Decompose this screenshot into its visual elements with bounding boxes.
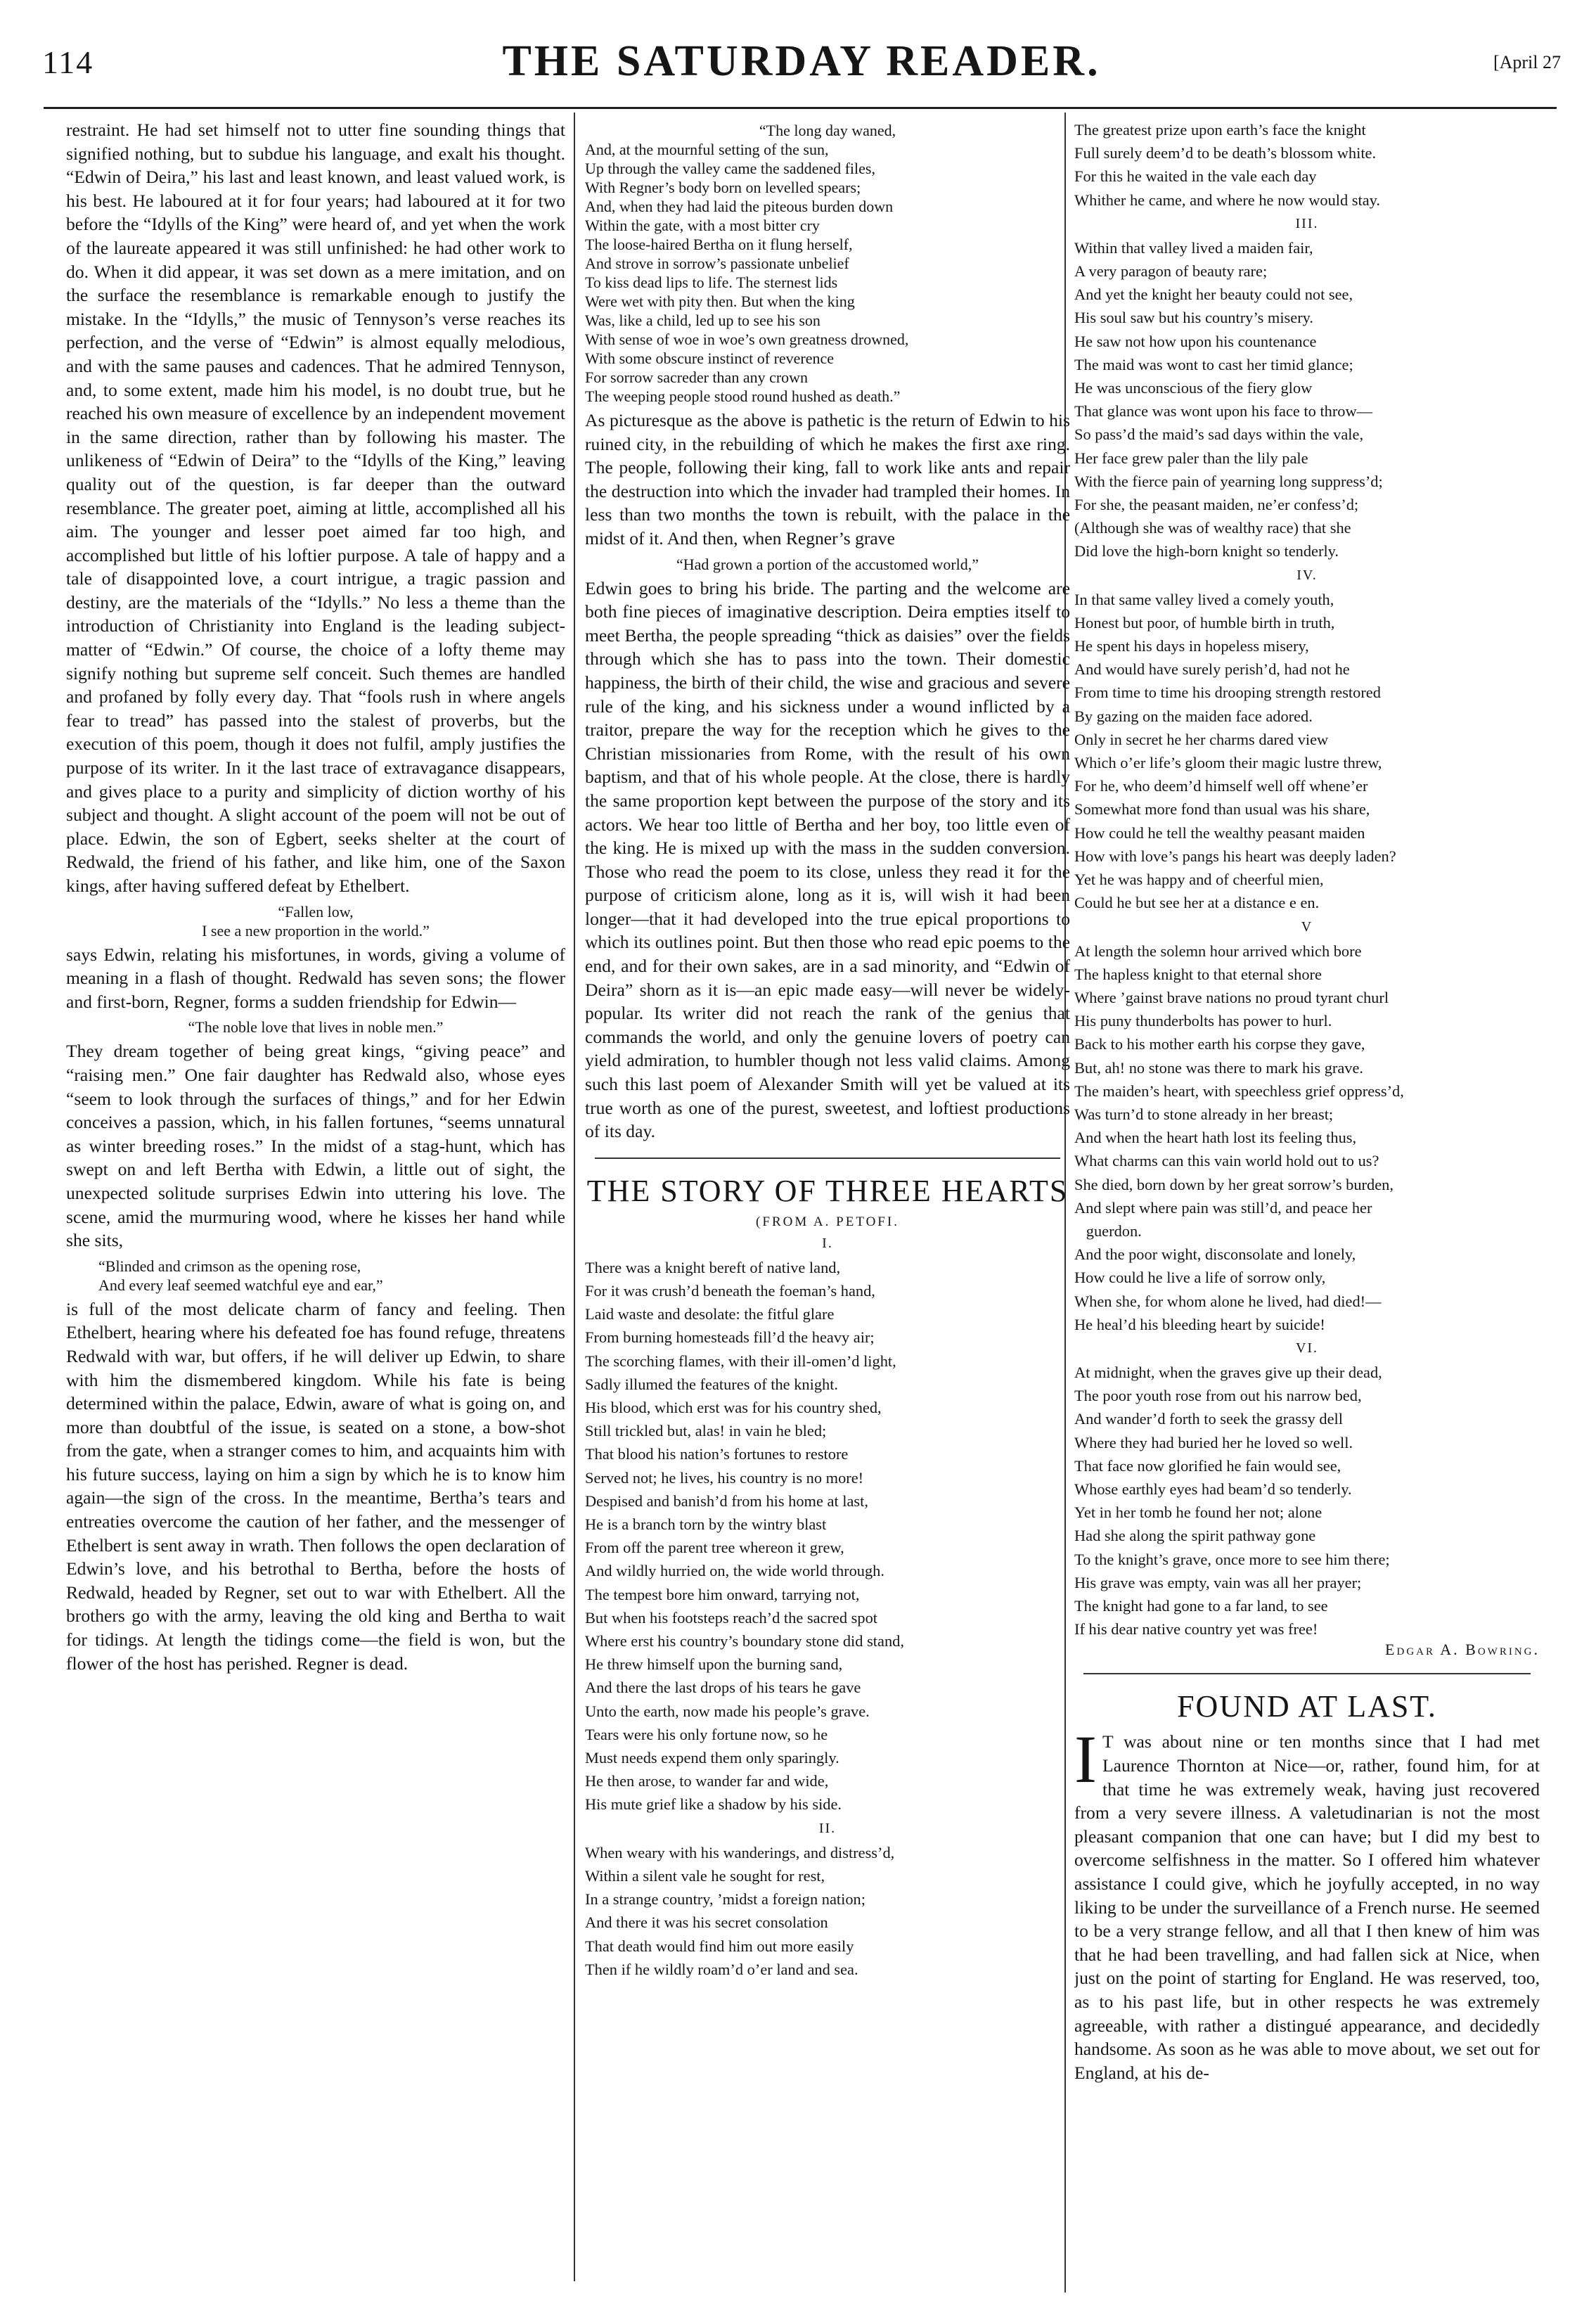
verse-line: Laid waste and desolate: the fitful glare [585,1305,835,1323]
verse-line: But, ah! no stone was there to mark his grave. [1074,1058,1364,1077]
verse-line: For it was crush’d beneath the foeman’s hand, [585,1282,875,1300]
quote-line: Up through the valley came the saddened files, [585,160,875,177]
verse-line: Was turn’d to stone already in her breast; [1074,1105,1334,1123]
verse-line: Whose earthly eyes had beam’d so tenderly. [1074,1480,1352,1498]
verse-line: From off the parent tree whereon it grew, [585,1539,844,1557]
verse-line: From time to time his drooping strength restored [1074,684,1381,702]
verse-line: The maid was wont to cast her timid glance; [1074,355,1353,373]
verse-line: Then if he wildly roam’d o’er land and sea. [585,1960,858,1978]
stanza-number: II. [818,1820,837,1836]
verse-line: That death would find him out more easily [585,1937,854,1955]
verse-line: The scorching flames, with their ill-omen’d light, [585,1352,896,1370]
review-paragraph: is full of the most delicate charm of fancy and feeling. Then Ethelbert, hearing where his defeated foe has found refuge, threatens Redwald with war, but offers, if he will deliver up Edwin, to share with him the dismembered kingdom. While his fate is being determined within the palace, Edwin, aware of what is going on, and more than doubtful of the issue, is seated on a stone, a bow-shot from the gate, when a stranger comes to him, and acquaints him with his future success, laying on him a sign by which he is to know him again—the sign of the cross. In the meantime, Bertha’s tears and entreaties overcome the caution of her father, and the messenger of Ethelbert is sent away in wrath. Then follows the open declaration of Edwin’s love, and his betrothal to Bertha, before the hosts of Redwald, headed by Regner, set out to war with Ethelbert. All the brothers go with the army, leaving the old king and Bertha to wait for tidings. At length the tidings come—the field is won, but the flower of the host has perished. Regner is dead. [66,1298,565,1674]
verse-line: The maiden’s heart, with speechless grief oppress’d, [1074,1082,1404,1100]
quote-long-day-waned [585,121,1070,406]
drop-cap: I [1074,1721,1097,1797]
verse-line: If his dear native country yet was free! [1074,1620,1318,1639]
verse-line: Back to his mother earth his corpse they gave, [1074,1035,1365,1053]
verse-line: And the poor wight, disconsolate and lonely, [1074,1245,1356,1264]
verse-line: Somewhat more fond than usual was his share, [1074,800,1370,819]
verse-line: Could he but see her at a distance e en. [1074,894,1320,912]
stanza-number: IV. [1296,567,1318,583]
verse-line: Which o’er life’s gloom their magic lustre threw, [1074,754,1382,772]
header-rule [44,107,1557,109]
quote-line: I see a new proportion in the world.” [202,921,430,940]
verse-line: A very paragon of beauty rare; [1074,262,1268,281]
poem-translator: Edgar A. Bowring. [1385,1641,1540,1659]
review-paragraph: says Edwin, relating his misfortunes, in words, giving a volume of meaning in a flash of thought. Redwald has seven sons; the flower and first-born, Regner, forms a sudden friendship for Edwin— [66,944,565,1012]
verse-line: Yet he was happy and of cheerful mien, [1074,871,1324,889]
stanza-number: III. [1295,215,1319,231]
verse-line: Whither he came, and where he now would stay. [1074,191,1381,209]
poem-stanza-3 [1074,236,1540,563]
verse-line: Unto the earth, now made his people’s grave. [585,1702,870,1720]
verse-line: Sadly illumed the features of the knight. [585,1375,839,1393]
quote-line: “Fallen low, [278,902,354,921]
verse-line: His puny thunderbolts has power to hurl. [1074,1012,1332,1030]
verse-line: Where erst his country’s boundary stone did stand, [585,1632,904,1650]
quote-line: “Had grown a portion of the accustomed world,” [676,555,979,573]
quote-blinded-crimson [98,1257,565,1295]
quote-had-grown [585,555,1070,574]
quote-line: And, at the mournful setting of the sun, [585,141,829,158]
quote-line: “Blinded and crimson as the opening rose, [98,1257,361,1275]
verse-line: Served not; he lives, his country is no more! [585,1468,864,1487]
poem-stanza-2 [585,1841,1070,1981]
poem-stanza-4 [1074,588,1540,915]
verse-line: (Although she was of wealthy race) that she [1074,519,1351,537]
review-paragraph: As picturesque as the above is pathetic is the return of Edwin to his ruined city, in the rebuilding of which he makes the first axe ring. The people, following their king, fall to work like ants and repair the destruction into which the invader had trampled their homes. In less than two months the town is rebuilt, with the palace in the midst of it. And then, when Regner’s grave [585,410,1070,549]
verse-line: Must needs expend them only sparingly. [585,1749,839,1767]
story-title: FOUND AT LAST. [1177,1689,1437,1724]
quote-line: The loose-haired Bertha on it flung herself, [585,236,853,253]
verse-line: At midnight, when the graves give up their dead, [1074,1363,1382,1381]
verse-line: The poor youth rose from out his narrow bed, [1074,1387,1362,1405]
verse-line: His grave was empty, vain was all her prayer; [1074,1573,1362,1591]
review-paragraph: Edwin goes to bring his bride. The parting and the welcome are both fine pieces of imaginative description. Deira empties itself to meet Bertha, the people spreading “thick as daisies” over the fields through which she has to pass into the town. Their domestic happiness, the birth of their child, the wise and gracious and severe rule of the king, and his sickness under a wound inflicted by a traitor, prepare the way for the reception which he gives to the Christian missionaries from Rome, with the result of his own baptism, and that of his whole people. At the close, there is hardly the same proportion kept between the purpose of the story and its actors. We hear too little of Bertha and her boy, too little even of the king. He is mixed up with the mass in the sudden conversion. Those who read the poem to its close, unless they read it for the purpose of criticism alone, long as it is, will wish it had been longer—that it had developed into the true epical proportions to which its outlines point. But then those who read epic poems to the end, and for their own sakes, are in a sad minority, and “Edwin of Deira” shorn as it is—an epic made easy—will never be widely-popular. Its writer did not reach the rank of the genius that commands the world, and only the genuine lovers of poetry can yield admiration, to humbler though not less valid claims. Among such this last poem of Alexander Smith will yet be valued at its true worth as one of the purest, sweetest, and loftiest productions of its day. [585,577,1070,1142]
quote-line: Within the gate, with a most bitter cry [585,217,820,234]
verse-line: When she, for whom alone he lived, had died!— [1074,1292,1382,1310]
page-header [42,37,1561,100]
verse-line: Did love the high-born knight so tenderly. [1074,542,1339,560]
verse-line: How could he live a life of sorrow only, [1074,1269,1326,1287]
verse-line: Where ’gainst brave nations no proud tyrant churl [1074,988,1389,1006]
quote-line: Was, like a child, led up to see his son [585,312,820,329]
column-2 [585,118,1070,2284]
verse-line: He saw not how upon his countenance [1074,332,1317,350]
verse-line: In that same valley lived a comely youth, [1074,590,1334,608]
verse-line: When weary with his wanderings, and distress’d, [585,1843,895,1861]
verse-line: Still trickled but, alas! in vain he bled; [585,1422,827,1440]
verse-line: His mute grief like a shadow by his side. [585,1795,842,1814]
poem-source: (FROM A. PETOFI. [756,1214,899,1229]
verse-line: Within that valley lived a maiden fair, [1074,238,1313,257]
verse-line: He is a branch torn by the wintry blast [585,1515,827,1534]
review-text [66,118,565,1675]
verse-line: How could he tell the wealthy peasant maiden [1074,823,1365,842]
quote-line: To kiss dead lips to life. The sternest lids [585,274,838,291]
verse-line: For this he waited in the vale each day [1074,167,1317,186]
verse-line: For he, who deem’d himself well off whene’er [1074,777,1368,795]
quote-line: With Regner’s body born on levelled spears; [585,179,861,196]
section-rule [595,1158,1060,1159]
quote-line: “The noble love that lives in noble men.” [188,1018,444,1037]
verse-line: Within a silent vale he sought for rest, [585,1866,825,1885]
verse-line: Her face grew paler than the lily pale [1074,449,1308,467]
poem-stanza-6 [1074,1361,1540,1641]
review-paragraph: restraint. He had set himself not to utter fine sounding things that signified nothing, but to subdue his language, and exalt his thought. “Edwin of Deira,” his last and least known, and least valued work, is his best. He laboured at it for four years; had laboured at it for two before the “Idylls of the King” were heard of, and yet when the work of the laureate appeared it was still unfinished: he had other work to do. When it did appear, it was set down as a mere imitation, and on the surface the resemblance is remarkable enough to justify the mistake. In the “Idylls,” the music of Tennyson’s verse reaches its perfection, and the verse of “Edwin” is almost equally melodious, and with the same pauses and cadences. That he admired Tennyson, and, to some extent, made him his model, is no doubt true, but he reached his own measure of excellence by an independent movement in the same direction, rather than by following his master. The unlikeness of “Edwin of Deira” to the “Idylls of the King,” leaving quality out of the question, is far deeper than the outward resemblance. The greater poet, aiming at little, accomplished all his aim. The younger and lesser poet aimed far too high, and accomplished but little of his loftier purpose. A tale of happy and a tale of disappointed love, a court intrigue, a tragic passion and destiny, are the materials of the “Idylls.” No less a theme than the introduction of Christianity into England is the leading subject-matter of “Edwin.” Of course, the choice of a lofty theme may signify nothing but supreme self conceit. Such themes are handled and profaned by folly every day. That “fools rush in where angels fear to tread” has passed into the stalest of proverbs, but the execution of this poem, though it does not fulfil, amply justifies the purpose of its writer. In it the last trace of extravagance disappears, and gives place to a purity and simplicity of diction worthy of his subject and thought. A slight account of the poem will not be out of place. Edwin, the son of Egbert, seeks shelter at the court of Redwald, the friend of his father, and like him, one of the Saxon kings, after having suffered defeat by Ethelbert. [66,120,565,896]
story-text [1074,1721,1540,2084]
masthead-title: THE SATURDAY READER. [502,37,1101,85]
verse-line: Only in secret he her charms dared view [1074,730,1329,748]
verse-line: His blood, which erst was for his country shed, [585,1399,882,1417]
verse-line: He heal’d his bleeding heart by suicide! [1074,1315,1325,1333]
verse-line: At length the solemn hour arrived which bore [1074,942,1362,960]
quote-line: With some obscure instinct of reverence [585,350,835,367]
verse-line: So pass’d the maid’s sad days within the vale, [1074,425,1364,444]
verse-line: But when his footsteps reach’d the sacred spot [585,1608,877,1627]
verse-line: The hapless knight to that eternal shore [1074,965,1322,983]
verse-line: And wildly hurried on, the wide world through. [585,1562,884,1580]
section-rule [1083,1673,1531,1674]
review-text-continued [585,409,1070,1143]
verse-line: The knight had gone to a far land, to see [1074,1596,1328,1615]
quote-noble-love [66,1018,565,1037]
quote-fallen-low [66,902,565,940]
stanza-number: I. [822,1235,833,1251]
verse-line: He was unconscious of the fiery glow [1074,379,1313,397]
verse-line: And yet the knight her beauty could not see, [1074,286,1353,304]
verse-line: For she, the peasant maiden, ne’er confess’d; [1074,496,1359,514]
verse-line: And when the heart hath lost its feeling thus, [1074,1129,1357,1147]
verse-line: His soul saw but his country’s misery. [1074,309,1313,327]
verse-line: By gazing on the maiden face adored. [1074,707,1313,725]
verse-line: From burning homesteads fill’d the heavy air; [585,1328,875,1347]
verse-line: Despised and banish’d from his home at last, [585,1492,868,1510]
quote-line: With sense of woe in woe’s own greatness drowned, [585,331,909,348]
stanza-number: V [1301,918,1313,935]
verse-line: And would have surely perish’d, had not he [1074,660,1350,679]
verse-line: With the fierce pain of yearning long suppress’d; [1074,472,1383,490]
verse-line: Honest but poor, of humble birth in truth, [1074,613,1335,631]
poem-title: THE STORY OF THREE HEARTS [586,1173,1069,1208]
quote-line: “The long day waned, [759,122,896,139]
poem-stanza-1 [585,1256,1070,1816]
issue-date: [April 27 [1493,52,1561,72]
verse-line: How with love’s pangs his heart was deeply laden? [1074,847,1396,865]
verse-line: To the knight’s grave, once more to see him there; [1074,1550,1390,1568]
verse-line: Yet in her tomb he found her not; alone [1074,1503,1323,1522]
verse-line: Had she along the spirit pathway gone [1074,1527,1316,1545]
quote-line: And every leaf seemed watchful eye and ear,” [98,1276,383,1294]
verse-line: The greatest prize upon earth’s face the knight [1074,121,1366,139]
quote-line: Were wet with pity then. But when the king [585,293,855,310]
verse-line: The tempest bore him onward, tarrying not, [585,1585,860,1603]
verse-line: He threw himself upon the burning sand, [585,1655,843,1674]
quote-line: The weeping people stood round hushed as death.” [585,387,901,405]
verse-line: That glance was wont upon his face to throw— [1074,402,1373,421]
review-paragraph: They dream together of being great kings, “giving peace” and “raising men.” One fair daughter has Redwald also, whose eyes “seem to look through the surfaces of things,” and for her Edwin conceives a passion, which, in his fallen fortunes, “seems unnatural as winter breeding roses.” In the midst of a stag-hunt, which has swept on and left Bertha with Edwin, a little out of sight, the unexpected solitude surprises Edwin into uttering his love. The scene, amid the murmuring wood, where he kisses her hand while she sits, [66,1041,565,1251]
verse-line: What charms can this vain world hold out to us? [1074,1152,1379,1170]
column-1 [66,118,565,2284]
column-3 [1074,118,1540,2284]
verse-line: In a strange country, ’midst a foreign nation; [585,1890,865,1909]
verse-line: She died, born down by her great sorrow’s burden, [1074,1175,1394,1193]
poem-stanza-5 [1074,940,1540,1336]
stanza-number: VI. [1295,1340,1319,1356]
story-paragraph: T was about nine or ten months since that I had met Laurence Thornton at Nice—or, rather, found him, for at that time he was extremely weak, having just recovered from a very severe illness. A valetudinarian is not the most pleasant companion that one can have; but I did my best to overcome selfishness in the matter. So I offered him whatever assistance I could give, which he joyfully accepted, in no way liking to be under the surveillance of a French nurse. He seemed to be a very strange fellow, and all that I then knew of him was that he had been travelling, and had fallen sick at Nice, when just on the point of starting for England. He was reserved, too, as to his past life, but in other respects he was extremely agreeable, with rather a distingué appearance, and decidedly handsome. As soon as he was able to move about, we set out for England, at his de- [1074,1731,1540,2083]
verse-line: Tears were his only fortune now, so he [585,1725,828,1743]
verse-line: That blood his nation’s fortunes to restore [585,1445,849,1463]
column-divider-1 [574,113,575,2281]
verse-line: And there the last drops of his tears he gave [585,1679,861,1697]
quote-line: For sorrow sacreder than any crown [585,368,809,386]
poem-stanza-2-continued [1074,118,1540,212]
verse-line: That face now glorified he fain would see, [1074,1456,1341,1475]
verse-line: He then arose, to wander far and wide, [585,1772,829,1790]
verse-line: And there it was his secret consolation [585,1913,828,1932]
page-number: 114 [42,44,94,80]
quote-line: And strove in sorrow’s passionate unbelief [585,255,849,272]
verse-line: Where they had buried her he loved so well. [1074,1433,1353,1451]
verse-line: And wander’d forth to seek the grassy dell [1074,1410,1343,1428]
verse-line: He spent his days in hopeless misery, [1074,637,1309,655]
verse-line: Full surely deem’d to be death’s blossom white. [1074,144,1377,162]
verse-line: There was a knight bereft of native land, [585,1258,841,1276]
quote-line: And, when they had laid the piteous burden down [585,198,894,215]
verse-line: guerdon. [1074,1221,1142,1240]
verse-line: And slept where pain was still’d, and peace her [1074,1198,1372,1217]
